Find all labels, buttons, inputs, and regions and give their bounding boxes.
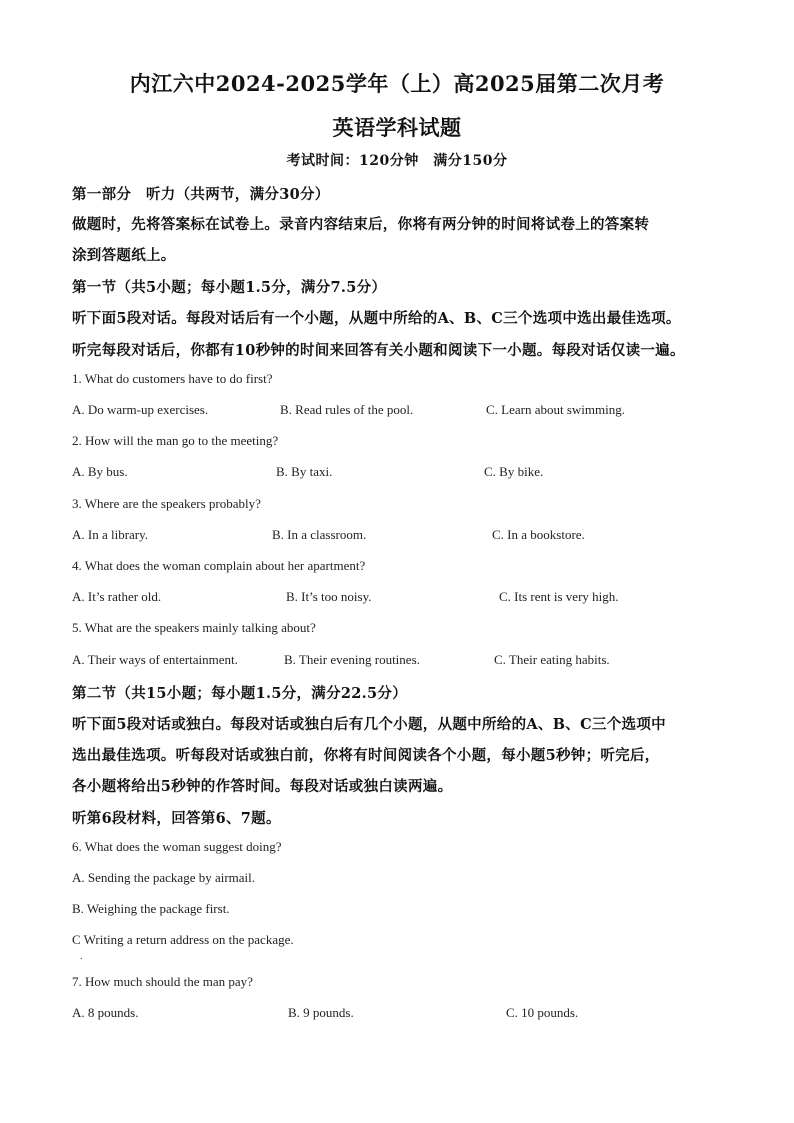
part1-instruction-line2: 涂到答题纸上。 (72, 247, 176, 264)
question-6-option-b: B. Weighing the package first. (72, 901, 230, 916)
question-4-option-c: C. Its rent is very high. (499, 589, 619, 604)
question-6-option-a: A. Sending the package by airmail. (72, 870, 256, 885)
material-6-heading: 听第6段材料，回答第6、7题。 (72, 810, 281, 827)
question-1-option-a: A. Do warm-up exercises. (72, 402, 209, 417)
question-2: 2. How will the man go to the meeting? (72, 433, 279, 448)
question-6: 6. What does the woman suggest doing? (72, 839, 282, 854)
question-1-option-c: C. Learn about swimming. (486, 402, 626, 417)
question-3-option-b: B. In a classroom. (272, 527, 367, 542)
question-3: 3. Where are the speakers probably? (72, 496, 261, 511)
section2-instruction-line1: 听下面5段对话或独白。每段对话或独白后有几个小题，从题中所给的A、B、C三个选项中 (72, 716, 666, 733)
question-5-option-b: B. Their evening routines. (284, 652, 420, 667)
exam-title: 内江六中2024-2025学年（上）高2025届第二次月考 (129, 71, 665, 96)
section1-instruction-line2: 听完每段对话后，你都有10秒钟的时间来回答有关小题和阅读下一小题。每段对话仅读一遍。 (72, 342, 685, 359)
section1-instruction-line1: 听下面5段对话。每段对话后有一个小题，从题中所给的A、B、C三个选项中选出最佳选项。 (72, 310, 681, 327)
part1-heading: 第一部分 听力（共两节，满分30分） (72, 186, 330, 203)
question-2-option-b: B. By taxi. (276, 464, 333, 479)
exam-info: 考试时间：120分钟 满分150分 (286, 153, 508, 169)
stray-dot: . (80, 951, 83, 962)
question-7-option-b: B. 9 pounds. (288, 1005, 354, 1020)
question-3-option-a: A. In a library. (72, 527, 149, 542)
question-7: 7. How much should the man pay? (72, 974, 253, 989)
section2-instruction-line3: 各小题将给出5秒钟的作答时间。每段对话或独白读两遍。 (72, 778, 453, 795)
question-1-option-b: B. Read rules of the pool. (280, 402, 414, 417)
question-4-option-b: B. It’s too noisy. (286, 589, 372, 604)
question-1: 1. What do customers have to do first? (72, 371, 273, 386)
question-2-option-c: C. By bike. (484, 464, 544, 479)
section2-instruction-line2: 选出最佳选项。听每段对话或独白前，你将有时间阅读各个小题，每小题5秒钟；听完后， (72, 747, 660, 764)
question-4-option-a: A. It’s rather old. (72, 589, 162, 604)
question-5: 5. What are the speakers mainly talking about? (72, 620, 316, 635)
question-5-option-c: C. Their eating habits. (494, 652, 610, 667)
question-7-option-c: C. 10 pounds. (506, 1005, 579, 1020)
section1-heading: 第一节（共5小题；每小题1.5分，满分7.5分） (72, 279, 387, 296)
section2-heading: 第二节（共15小题；每小题1.5分，满分22.5分） (72, 685, 408, 702)
question-2-option-a: A. By bus. (72, 464, 128, 479)
question-7-option-a: A. 8 pounds. (72, 1005, 139, 1020)
question-6-option-c: C Writing a return address on the package. (72, 932, 294, 947)
subject-title: 英语学科试题 (332, 115, 462, 140)
question-4: 4. What does the woman complain about her apartment? (72, 558, 366, 573)
part1-instruction-line1: 做题时，先将答案标在试卷上。录音内容结束后，你将有两分钟的时间将试卷上的答案转 (72, 216, 650, 233)
question-5-option-a: A. Their ways of entertainment. (72, 652, 238, 667)
question-3-option-c: C. In a bookstore. (492, 527, 585, 542)
